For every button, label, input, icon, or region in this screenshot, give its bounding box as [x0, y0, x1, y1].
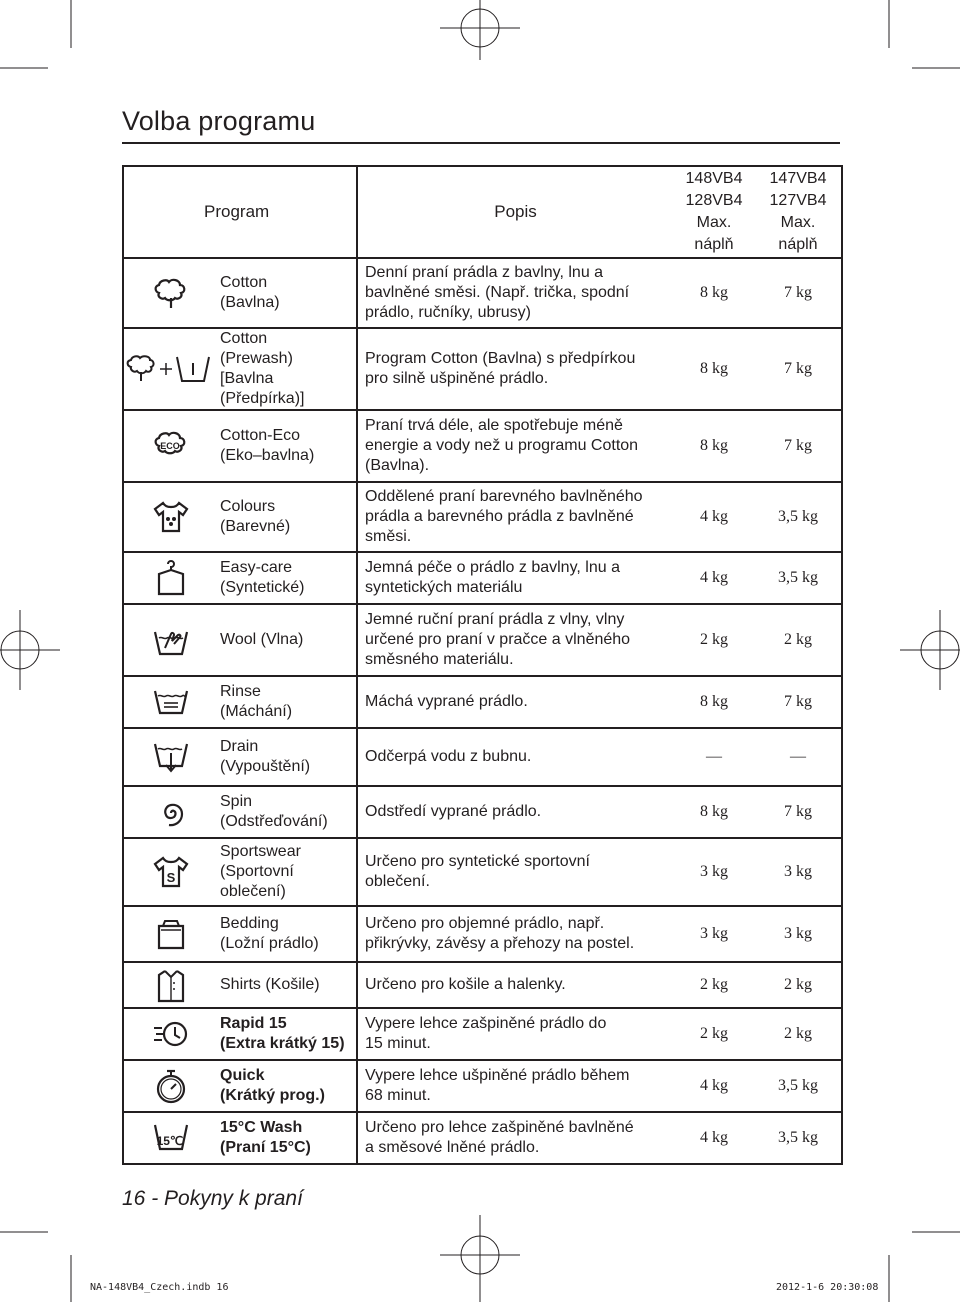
max-load-148vb4: 4 kg	[700, 508, 728, 525]
max-load-147vb4: 3,5 kg	[778, 508, 818, 525]
max-load-147vb4: 7 kg	[784, 803, 812, 820]
max-load-147vb4: —	[790, 748, 806, 765]
max-load-147vb4: 7 kg	[784, 360, 812, 377]
header-program: Program	[204, 202, 270, 221]
program-name: Drain (Vypouštění)	[220, 738, 311, 775]
max-load-148vb4: —	[706, 748, 722, 765]
program-description: Praní trvá déle, ale spotřebuje méně energie a vody než u programu Cotton (Bavlna).	[365, 417, 639, 474]
program-row	[123, 1112, 842, 1164]
program-name: Cotton (Bavlna)	[220, 274, 280, 311]
program-description: Odstředí vyprané prádlo.	[365, 803, 542, 820]
program-row	[123, 482, 842, 552]
program-row	[123, 676, 842, 728]
program-row	[123, 906, 842, 962]
max-load-148vb4: 3 kg	[700, 925, 728, 942]
max-load-148vb4: 3 kg	[700, 863, 728, 880]
program-row	[123, 552, 842, 604]
program-row	[123, 786, 842, 838]
max-load-148vb4: 4 kg	[700, 1077, 728, 1094]
wash-15c-icon	[124, 1121, 217, 1155]
cotton-icon	[124, 275, 217, 311]
svg-text:15℃: 15℃	[156, 1134, 183, 1148]
program-description: Máchá vyprané prádlo.	[365, 693, 528, 710]
print-slug-file: NA-148VB4_Czech.indb 16	[90, 1282, 229, 1293]
program-row	[123, 604, 842, 676]
max-load-148vb4: 8 kg	[700, 284, 728, 301]
max-load-147vb4: 7 kg	[784, 437, 812, 454]
program-name: Cotton (Prewash) [Bavlna (Předpírka)]	[220, 330, 305, 407]
max-load-148vb4: 8 kg	[700, 803, 728, 820]
program-row	[123, 962, 842, 1008]
colours-shirt-icon	[124, 499, 217, 535]
program-name: Rapid 15 (Extra krátký 15)	[220, 1015, 345, 1052]
program-description: Určeno pro lehce zašpiněné bavlněné a směsové lněné prádlo.	[365, 1119, 634, 1156]
max-load-147vb4: 3,5 kg	[778, 569, 818, 586]
program-name: Colours (Barevné)	[220, 498, 291, 535]
program-description: Program Cotton (Bavlna) s předpírkou pro silně ušpiněné prádlo.	[365, 350, 636, 387]
program-name: Bedding (Ložní prádlo)	[220, 915, 319, 952]
program-name: Shirts (Košile)	[220, 976, 320, 993]
page-title: Volba programu	[122, 106, 316, 136]
program-name: Easy-care (Syntetické)	[220, 559, 305, 596]
program-description: Určeno pro košile a halenky.	[365, 976, 566, 993]
program-description: Určeno pro objemné prádlo, např. přikrývky, závěsy a přehozy na postel.	[365, 915, 635, 952]
program-row	[123, 258, 842, 328]
program-name: Sportswear (Sportovní oblečení)	[220, 843, 301, 900]
max-load-147vb4: 3,5 kg	[778, 1129, 818, 1146]
drain-icon	[124, 740, 217, 774]
svg-text:S: S	[166, 870, 175, 885]
program-name: Wool (Vlna)	[220, 631, 304, 648]
max-load-148vb4: 8 kg	[700, 437, 728, 454]
page-footer: 16 - Pokyny k praní	[122, 1187, 303, 1210]
header-load-b: 147VB4 127VB4 Max. náplň	[769, 170, 827, 253]
max-load-148vb4: 8 kg	[700, 360, 728, 377]
program-description: Oddělené praní barevného bavlněného prádla a barevného prádla z bavlněné směsi.	[365, 488, 643, 545]
bedding-icon	[124, 916, 217, 952]
program-description: Jemné ruční praní prádla z vlny, vlny určené pro praní v pračce a vlněného směsného materiálu.	[365, 611, 631, 668]
max-load-147vb4: 2 kg	[784, 1025, 812, 1042]
max-load-147vb4: 3 kg	[784, 925, 812, 942]
program-description: Určeno pro syntetické sportovní oblečení.	[365, 853, 590, 890]
program-row	[123, 838, 842, 906]
title-divider	[122, 142, 840, 144]
max-load-148vb4: 8 kg	[700, 693, 728, 710]
program-description: Jemná péče o prádlo z bavlny, lnu a syntetických materiálu	[365, 559, 620, 596]
program-description: Vypere lehce zašpiněné prádlo do 15 minut.	[365, 1015, 607, 1052]
max-load-147vb4: 7 kg	[784, 693, 812, 710]
program-table	[122, 165, 843, 1165]
rinse-icon	[124, 687, 217, 717]
max-load-148vb4: 2 kg	[700, 631, 728, 648]
svg-text:ECO: ECO	[159, 441, 180, 451]
wool-hand-wash-icon	[124, 622, 217, 658]
max-load-147vb4: 2 kg	[784, 976, 812, 993]
program-description: Denní praní prádla z bavlny, lnu a bavlněné směsi. (Např. trička, spodní prádlo, ručníky, ubrusy)	[365, 264, 630, 321]
table-header-row	[123, 166, 842, 258]
max-load-147vb4: 2 kg	[784, 631, 812, 648]
prewash-icon	[124, 351, 217, 387]
program-description: Vypere lehce ušpiněné prádlo během 68 minut.	[365, 1067, 630, 1104]
rapid-clock-icon	[124, 1016, 217, 1052]
max-load-148vb4: 2 kg	[700, 1025, 728, 1042]
easy-care-hanger-icon	[124, 558, 217, 598]
quick-stopwatch-icon	[124, 1067, 217, 1105]
program-name: Cotton-Eco (Eko–bavlna)	[220, 427, 315, 464]
program-name: Quick (Krátký prog.)	[220, 1067, 325, 1104]
program-row	[123, 1008, 842, 1060]
program-row	[123, 328, 842, 410]
header-load-a: 148VB4 128VB4 Max. náplň	[685, 170, 743, 253]
max-load-148vb4: 4 kg	[700, 1129, 728, 1146]
max-load-147vb4: 3 kg	[784, 863, 812, 880]
max-load-147vb4: 7 kg	[784, 284, 812, 301]
shirts-icon	[124, 967, 217, 1003]
max-load-148vb4: 2 kg	[700, 976, 728, 993]
spin-icon	[124, 794, 217, 830]
program-row	[123, 728, 842, 786]
program-name: Rinse (Máchání)	[220, 683, 293, 720]
program-row	[123, 1060, 842, 1112]
eco-icon	[124, 428, 217, 464]
header-popis: Popis	[494, 202, 537, 221]
max-load-147vb4: 3,5 kg	[778, 1077, 818, 1094]
program-name: 15°C Wash (Praní 15°C)	[220, 1119, 311, 1156]
max-load-148vb4: 4 kg	[700, 569, 728, 586]
print-slug-timestamp: 2012-1-6 20:30:08	[776, 1282, 879, 1293]
program-description: Odčerpá vodu z bubnu.	[365, 748, 532, 765]
program-row	[123, 410, 842, 482]
sportswear-icon	[124, 854, 217, 890]
program-name: Spin (Odstřeďování)	[220, 793, 328, 830]
